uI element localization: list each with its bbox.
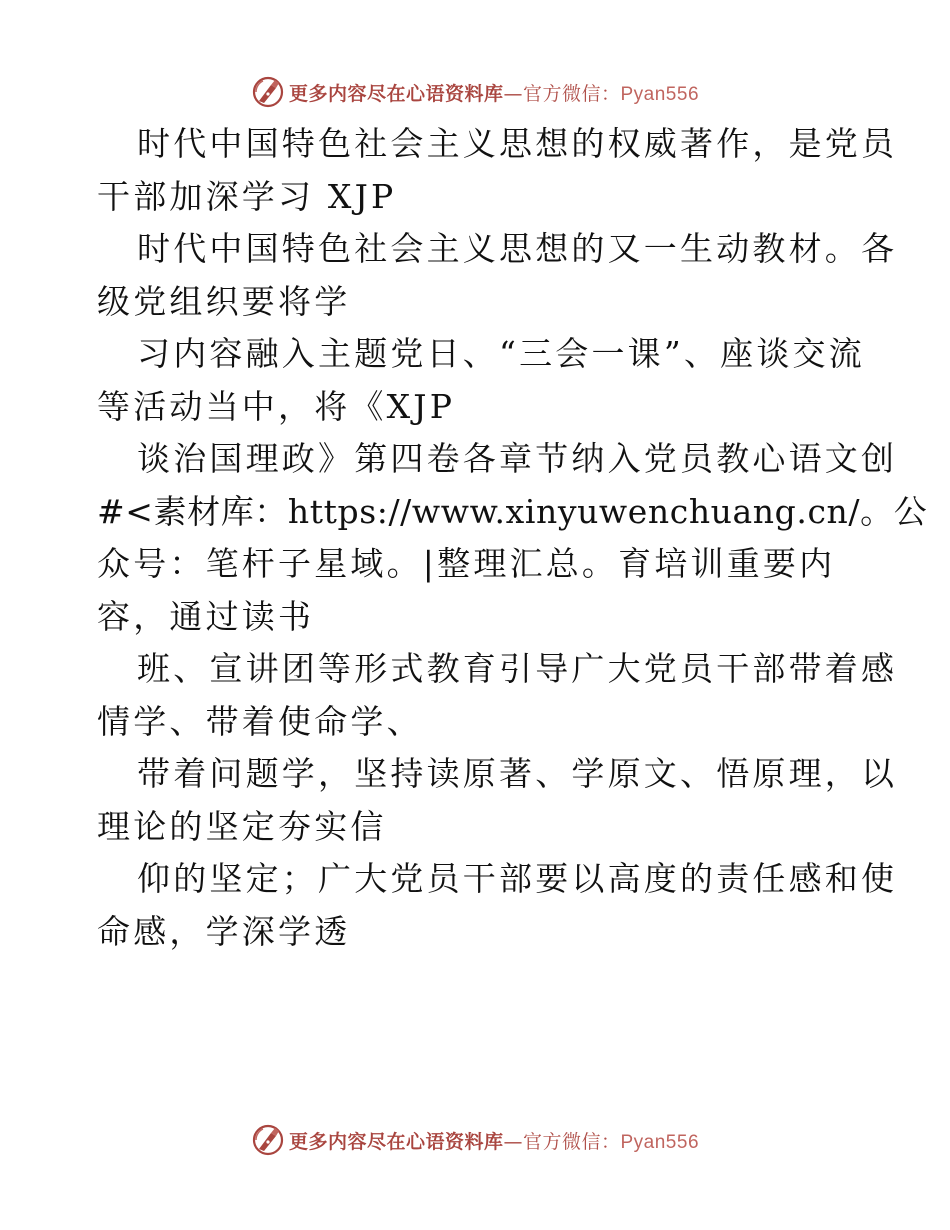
header-watermark-inner	[251, 75, 699, 109]
footer-watermark	[0, 1120, 950, 1160]
body-line: 级党组织要将学	[97, 281, 351, 321]
footer-dash: —	[503, 1130, 523, 1153]
pen-nib-logo-icon	[251, 1123, 285, 1157]
body-line: 习内容融入主题党日、“三会一课”、座谈交流	[137, 334, 865, 373]
body-line: 带着问题学，坚持读原著、学原文、悟原理，以	[137, 754, 898, 793]
footer-official: 官方微信：	[522, 1130, 621, 1153]
header-official: 官方微信：	[522, 82, 621, 105]
body-line: 班、宣讲团等形式教育引导广大党员干部带着感	[137, 649, 898, 688]
body-line: 众号：笔杆子星域。|整理汇总。育培训重要内	[97, 544, 836, 583]
body-line: 理论的坚定夯实信	[97, 806, 387, 846]
body-line: 谈治国理政》第四卷各章节纳入党员教心语文创	[137, 439, 898, 478]
header-watermark	[0, 72, 950, 112]
footer-watermark-text	[289, 1127, 699, 1154]
body-line: 时代中国特色社会主义思想的权威著作，是党员	[137, 124, 898, 163]
pen-nib-logo-icon	[251, 75, 285, 109]
body-line: 干部加深学习 XJP	[97, 176, 397, 216]
header-watermark-text	[289, 79, 699, 106]
body-line-url: #<素材库：https://www.xinyuwenchuang.cn/。公	[97, 491, 928, 531]
document-body	[97, 118, 928, 958]
body-line: 等活动当中，将《XJP	[97, 386, 456, 426]
body-line: 容，通过读书	[97, 596, 315, 636]
body-line: 情学、带着使命学、	[97, 701, 423, 741]
header-dash: —	[503, 82, 523, 105]
body-line: 仰的坚定；广大党员干部要以高度的责任感和使	[137, 859, 898, 898]
footer-wechat-id: Pyan556	[620, 1131, 700, 1153]
body-line: 时代中国特色社会主义思想的又一生动教材。各	[137, 229, 898, 268]
footer-watermark-inner	[251, 1123, 699, 1157]
footer-brand: 更多内容尽在心语资料库	[288, 1130, 504, 1153]
body-line: 命感，学深学透	[97, 911, 351, 951]
header-wechat-id: Pyan556	[620, 83, 700, 105]
header-brand: 更多内容尽在心语资料库	[288, 82, 504, 105]
